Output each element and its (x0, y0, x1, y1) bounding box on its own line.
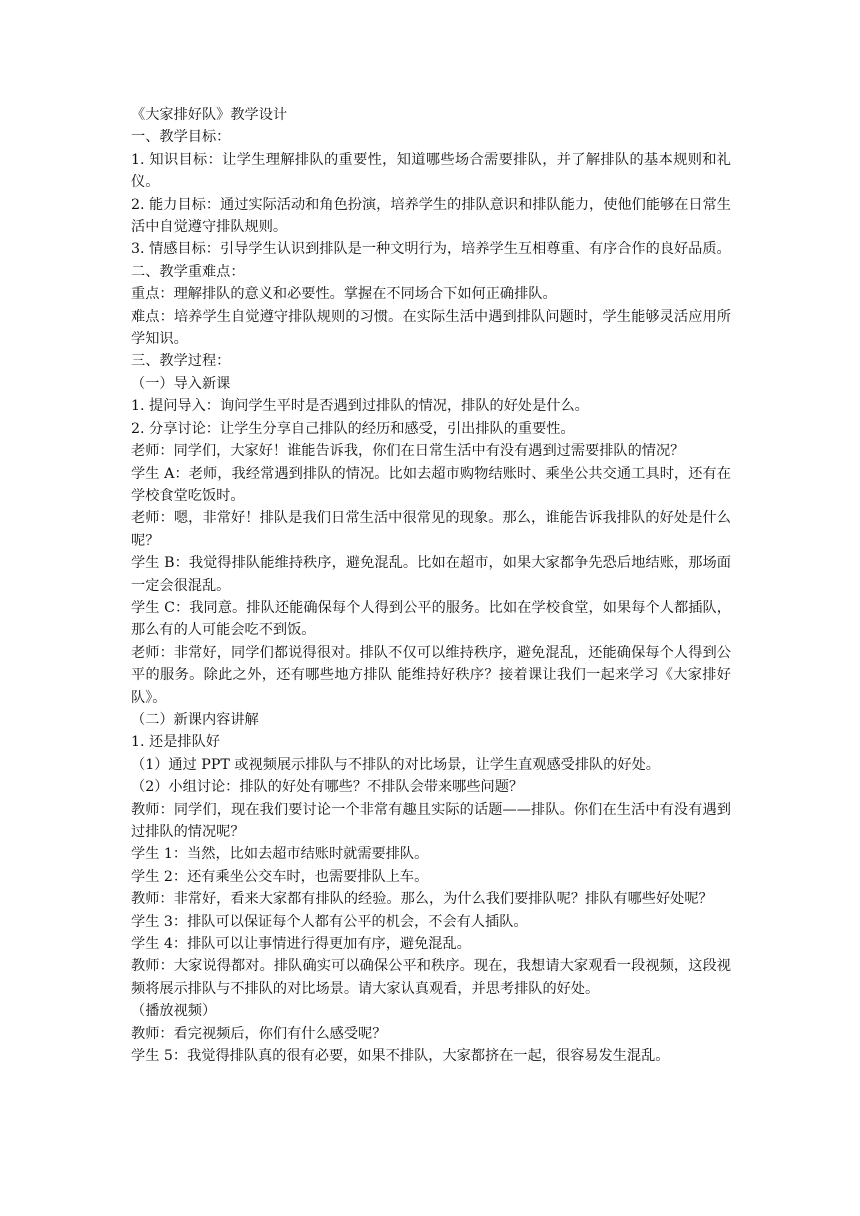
paragraph: 学生 5：我觉得排队真的很有必要，如果不排队，大家都挤在一起，很容易发生混乱。 (131, 1048, 670, 1065)
paragraph: 难点：培养学生自觉遵守排队规则的习惯。在实际生活中遇到排队问题时，学生能够灵活应用所学知识。 (131, 308, 731, 348)
paragraph: 1. 提问导入：询问学生平时是否遇到过排队的情况，排队的好处是什么。 (131, 398, 589, 415)
paragraph: （二）新课内容讲解 (131, 711, 259, 728)
paragraph: 教师：大家说得都对。排队确实可以确保公平和秩序。现在，我想请大家观看一段视频，这段视频将展示排队与不排队的对比场景。请大家认真观看，并思考排队的好处。 (131, 958, 731, 997)
paragraph: （2）小组讨论：排队的好处有哪些？不排队会带来哪些问题？ (131, 779, 524, 796)
paragraph: 三、教学过程： (131, 353, 231, 370)
paragraph: 教师：非常好，看来大家都有排队的经验。那么，为什么我们要排队呢？排队有哪些好处呢？ (131, 891, 713, 908)
paragraph: 教师：看完视频后，你们有什么感受呢？ (131, 1025, 387, 1042)
paragraph: 学生 3：排队可以保证每个人都有公平的机会，不会有人插队。 (131, 913, 528, 930)
paragraph: 老师：嗯，非常好！排队是我们日常生活中很常见的现象。那么，谁能告诉我排队的好处是什么呢？ (131, 510, 731, 549)
paragraph: 学生 B：我觉得排队能维持秩序，避免混乱。比如在超市，如果大家都争先恐后地结账，那场面一定会很混乱。 (131, 555, 731, 594)
paragraph: 2. 能力目标：通过实际活动和角色扮演，培养学生的排队意识和排队能力，使他们能够在日常生活中自觉遵守排队规则。 (131, 196, 731, 236)
paragraph: （播放视频） (131, 1003, 217, 1020)
paragraph: 教师：同学们，现在我们要讨论一个非常有趣且实际的话题——排队。你们在生活中有没有遇到过排队的情况呢？ (131, 801, 731, 840)
document-body (131, 104, 731, 1067)
paragraph: 老师：同学们，大家好！谁能告诉我，你们在日常生活中有没有遇到过需要排队的情况？ (131, 443, 685, 460)
paragraph: 学生 A：老师，我经常遇到排队的情况。比如去超市购物结账时、乘坐公共交通工具时，还有在学校食堂吃饭时。 (131, 465, 731, 504)
paragraph: （1）通过 PPT 或视频展示排队与不排队的对比场景，让学生直观感受排队的好处。 (131, 756, 660, 773)
paragraph: 一、教学目标： (131, 129, 231, 146)
paragraph: 学生 C：我同意。排队还能确保每个人得到公平的服务。比如在学校食堂，如果每个人都插队，那么有的人可能会吃不到饭。 (131, 599, 731, 639)
paragraph: 学生 1：当然，比如去超市结账时就需要排队。 (131, 846, 429, 863)
document-title: 《大家排好队》教学设计 (131, 107, 288, 123)
paragraph: 老师：非常好，同学们都说得很对。排队不仅可以维持秩序，避免混乱，还能确保每个人得到公平的服务。除此之外，还有哪些地方排队 能维持好秩序？接着课让我们一起来学习《大家排好队》。 (131, 644, 731, 706)
paragraph: 1. 还是排队好 (131, 734, 220, 751)
paragraph: 学生 4：排队可以让事情进行得更加有序，避免混乱。 (131, 936, 471, 953)
paragraph: 二、教学重难点： (131, 263, 245, 280)
paragraph: 1. 知识目标：让学生理解排队的重要性，知道哪些场合需要排队，并了解排队的基本规则和礼仪。 (131, 151, 731, 191)
paragraph: （一）导入新课 (131, 375, 231, 392)
paragraph: 重点：理解排队的意义和必要性。掌握在不同场合下如何正确排队。 (131, 286, 557, 303)
paragraph: 学生 2：还有乘坐公交车时，也需要排队上车。 (131, 868, 429, 885)
paragraph: 2. 分享讨论：让学生分享自己排队的经历和感受，引出排队的重要性。 (131, 420, 575, 437)
paragraph: 3. 情感目标：引导学生认识到排队是一种文明行为，培养学生互相尊重、有序合作的良好品质。 (131, 241, 731, 258)
